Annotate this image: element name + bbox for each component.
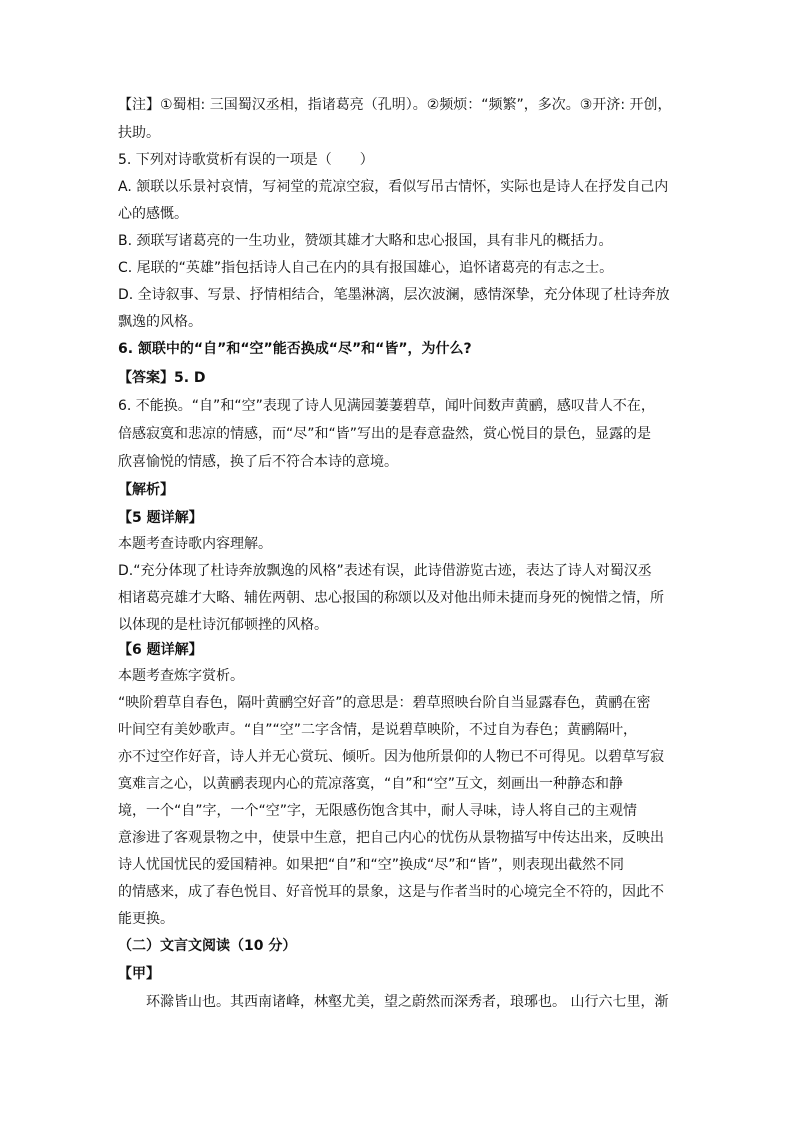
text-line: 本题考查诗歌内容理解。: [118, 536, 272, 552]
text-line: D. 全诗叙事、写景、抒情相结合，笔墨淋漓，层次波澜，感情深挚，充分体现了杜诗奔放: [118, 287, 670, 303]
passage-text: 环滁皆山也。其西南诸峰，林壑尤美，望之蔚然而深秀者，琅琊也。 山行六七里，渐: [146, 994, 669, 1010]
text-line: B. 颈联写诸葛亮的一生功业，赞颂其雄才大略和忠心报国，具有非凡的概括力。: [118, 233, 613, 249]
text-line: 相诸葛亮雄才大略、辅佐两朝、忠心报国的称颂以及对他出师未捷而身死的惋惜之情，所: [118, 590, 664, 606]
text-line: 寞难言之心，以黄鹂表现内心的荒凉落寞，“自”和“空”互文，刻画出一种静态和静: [118, 776, 624, 792]
text-line: 诗人忧国忧民的爱国精神。如果把“自”和“空”换成“尽”和“皆”，则表现出截然不同: [118, 857, 625, 873]
text-line: 叶间空有美妙歌声。“自”“空”二字含情，是说碧草映阶，不过自为春色；黄鹂隔叶，: [118, 722, 638, 738]
analysis-heading: 【解析】: [118, 482, 174, 498]
text-line: 6. 不能换。“自”和“空”表现了诗人见满园萋萋碧草，闻叶间数声黄鹂，感叹昔人不在，: [118, 398, 655, 414]
text-line: 亦不过空作好音，诗人并无心赏玩、倾听。因为他所景仰的人物已不可得见。以碧草写寂: [118, 749, 664, 765]
text-line: 【注】①蜀相: 三国蜀汉丞相，指诸葛亮（孔明）。②频烦：“频繁”，多次。③开济: 开创，: [118, 97, 672, 113]
text-line: C. 尾联的“英雄”指包括诗人自己在内的具有报国雄心，追怀诸葛亮的有志之士。: [118, 260, 614, 276]
q5-detail-heading: 【5 题详解】: [118, 510, 203, 526]
text-line: 境，一个“自”字，一个“空”字，无限感伤饱含其中，耐人寻味，诗人将自己的主观情: [118, 803, 638, 819]
text-line: 以体现的是杜诗沉郁顿挫的风格。: [118, 617, 328, 633]
text-line: “映阶碧草自春色，隔叶黄鹂空好音”的意思是：碧草照映台阶自当显露春色，黄鹂在密: [118, 695, 651, 711]
text-line: 飘逸的风格。: [118, 314, 202, 330]
text-line: 本题考查炼字赏析。: [118, 668, 244, 684]
text-line: D.“充分体现了杜诗奔放飘逸的风格”表述有误，此诗借游览古迹，表达了诗人对蜀汉丞: [118, 563, 652, 579]
text-line: 倍感寂寞和悲凉的情感，而“尽”和“皆”写出的是春意盎然，赏心悦目的景色，显露的是: [118, 426, 652, 442]
text-line: 5. 下列对诗歌赏析有误的一项是（ ）: [118, 152, 374, 168]
q6-detail-heading: 【6 题详解】: [118, 642, 203, 658]
text-line: 心的感慨。: [118, 206, 188, 222]
section-heading: （二）文言文阅读（10 分）: [118, 938, 297, 954]
text-line: 的情感来，成了春色悦目、好音悦耳的景象，这是与作者当时的心境完全不符的，因此不: [118, 884, 664, 900]
text-line: 能更换。: [118, 911, 174, 927]
answer-heading: 【答案】5. D: [118, 370, 206, 386]
passage-label: 【甲】: [118, 966, 160, 982]
text-line: 扶助。: [118, 125, 160, 141]
text-line: A. 颔联以乐景衬哀情，写祠堂的荒凉空寂，看似写吊古情怀，实际也是诗人在抒发自己内: [118, 179, 669, 195]
text-line: 欣喜愉悦的情感，换了后不符合本诗的意境。: [118, 454, 398, 470]
text-line: 意渗进了客观景物之中，使景中生意，把自己内心的忧伤从景物描写中传达出来，反映出: [118, 830, 664, 846]
question-6: 6. 颔联中的“自”和“空”能否换成“尽”和“皆”，为什么?: [118, 341, 472, 357]
